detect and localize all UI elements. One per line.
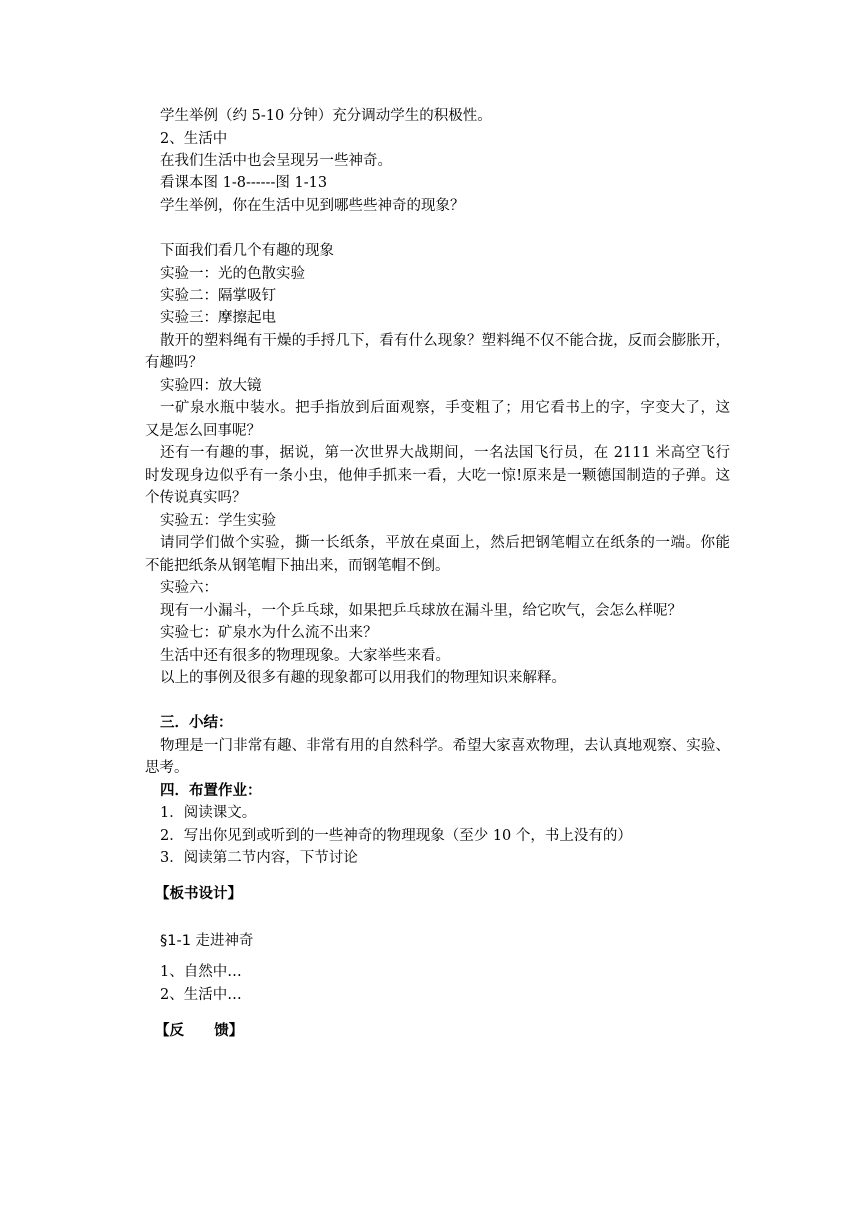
text-line: 2、生活中… [160, 987, 242, 1003]
text-line: 时发现身边似乎有一条小虫，他伸手抓来一看，大吃一惊!原来是一颗德国制造的子弹。这 [145, 468, 730, 484]
text-line: 学生举例，你在生活中见到哪些些神奇的现象？ [160, 198, 465, 214]
text-line: 实验六： [160, 580, 218, 596]
text-line: 1．阅读课文。 [160, 805, 257, 821]
text-line: 生活中还有很多的物理现象。大家举些来看。 [160, 648, 450, 664]
board-design-heading: 【板书设计】 [155, 886, 242, 902]
text-line: 请同学们做个实验，撕一长纸条，平放在桌面上，然后把钢笔帽立在纸条的一端。你能 [160, 535, 730, 551]
board-section-title: §1-1 走进神奇 [160, 933, 254, 949]
text-line: 下面我们看几个有趣的现象 [160, 243, 334, 259]
text-line: 看课本图 1-8------图 1-13 [160, 175, 328, 191]
text-line: 还有一有趣的事，据说，第一次世界大战期间，一名法国飞行员，在 2111 米高空飞行 [160, 445, 730, 461]
text-line: 思考。 [145, 760, 189, 776]
text-line: 实验七：矿泉水为什么流不出来？ [160, 625, 378, 641]
text-line: 在我们生活中也会呈现另一些神奇。 [160, 153, 392, 169]
text-line: 个传说真实吗？ [145, 490, 247, 506]
section-heading: 四．布置作业： [160, 783, 262, 799]
text-line: 散开的塑料绳有干燥的手捋几下，看有什么现象？塑料绳不仅不能合拢，反而会膨胀开， [160, 333, 730, 349]
text-line: 2、生活中 [160, 131, 228, 147]
text-line: 实验一：光的色散实验 [160, 266, 305, 282]
text-line: 以上的事例及很多有趣的现象都可以用我们的物理知识来解释。 [160, 670, 566, 686]
text-line: 1、自然中… [160, 964, 242, 980]
text-line: 现有一小漏斗，一个乒乓球，如果把乒乓球放在漏斗里，给它吹气，会怎么样呢？ [160, 603, 682, 619]
text-line: 物理是一门非常有趣、非常有用的自然科学。希望大家喜欢物理，去认真地观察、实验、 [160, 738, 730, 754]
feedback-heading: 【反 馈】 [155, 1023, 244, 1039]
text-line: 有趣吗？ [145, 355, 203, 371]
text-line: 实验四：放大镜 [160, 378, 262, 394]
text-line: 实验二：隔掌吸钉 [160, 288, 276, 304]
text-line: 3．阅读第二节内容，下节讨论 [160, 850, 358, 866]
text-line: 又是怎么回事呢？ [145, 423, 261, 439]
text-line: 不能把纸条从钢笔帽下抽出来，而钢笔帽不倒。 [145, 558, 450, 574]
text-line: 实验三：摩擦起电 [160, 310, 276, 326]
text-line: 2．写出你见到或听到的一些神奇的物理现象（至少 10 个，书上没有的） [160, 828, 632, 844]
section-heading: 三．小结： [160, 715, 233, 731]
text-line: 学生举例（约 5-10 分钟）充分调动学生的积极性。 [160, 108, 492, 124]
text-line: 实验五：学生实验 [160, 513, 276, 529]
text-line: 一矿泉水瓶中装水。把手指放到后面观察，手变粗了；用它看书上的字，字变大了，这 [160, 400, 730, 416]
